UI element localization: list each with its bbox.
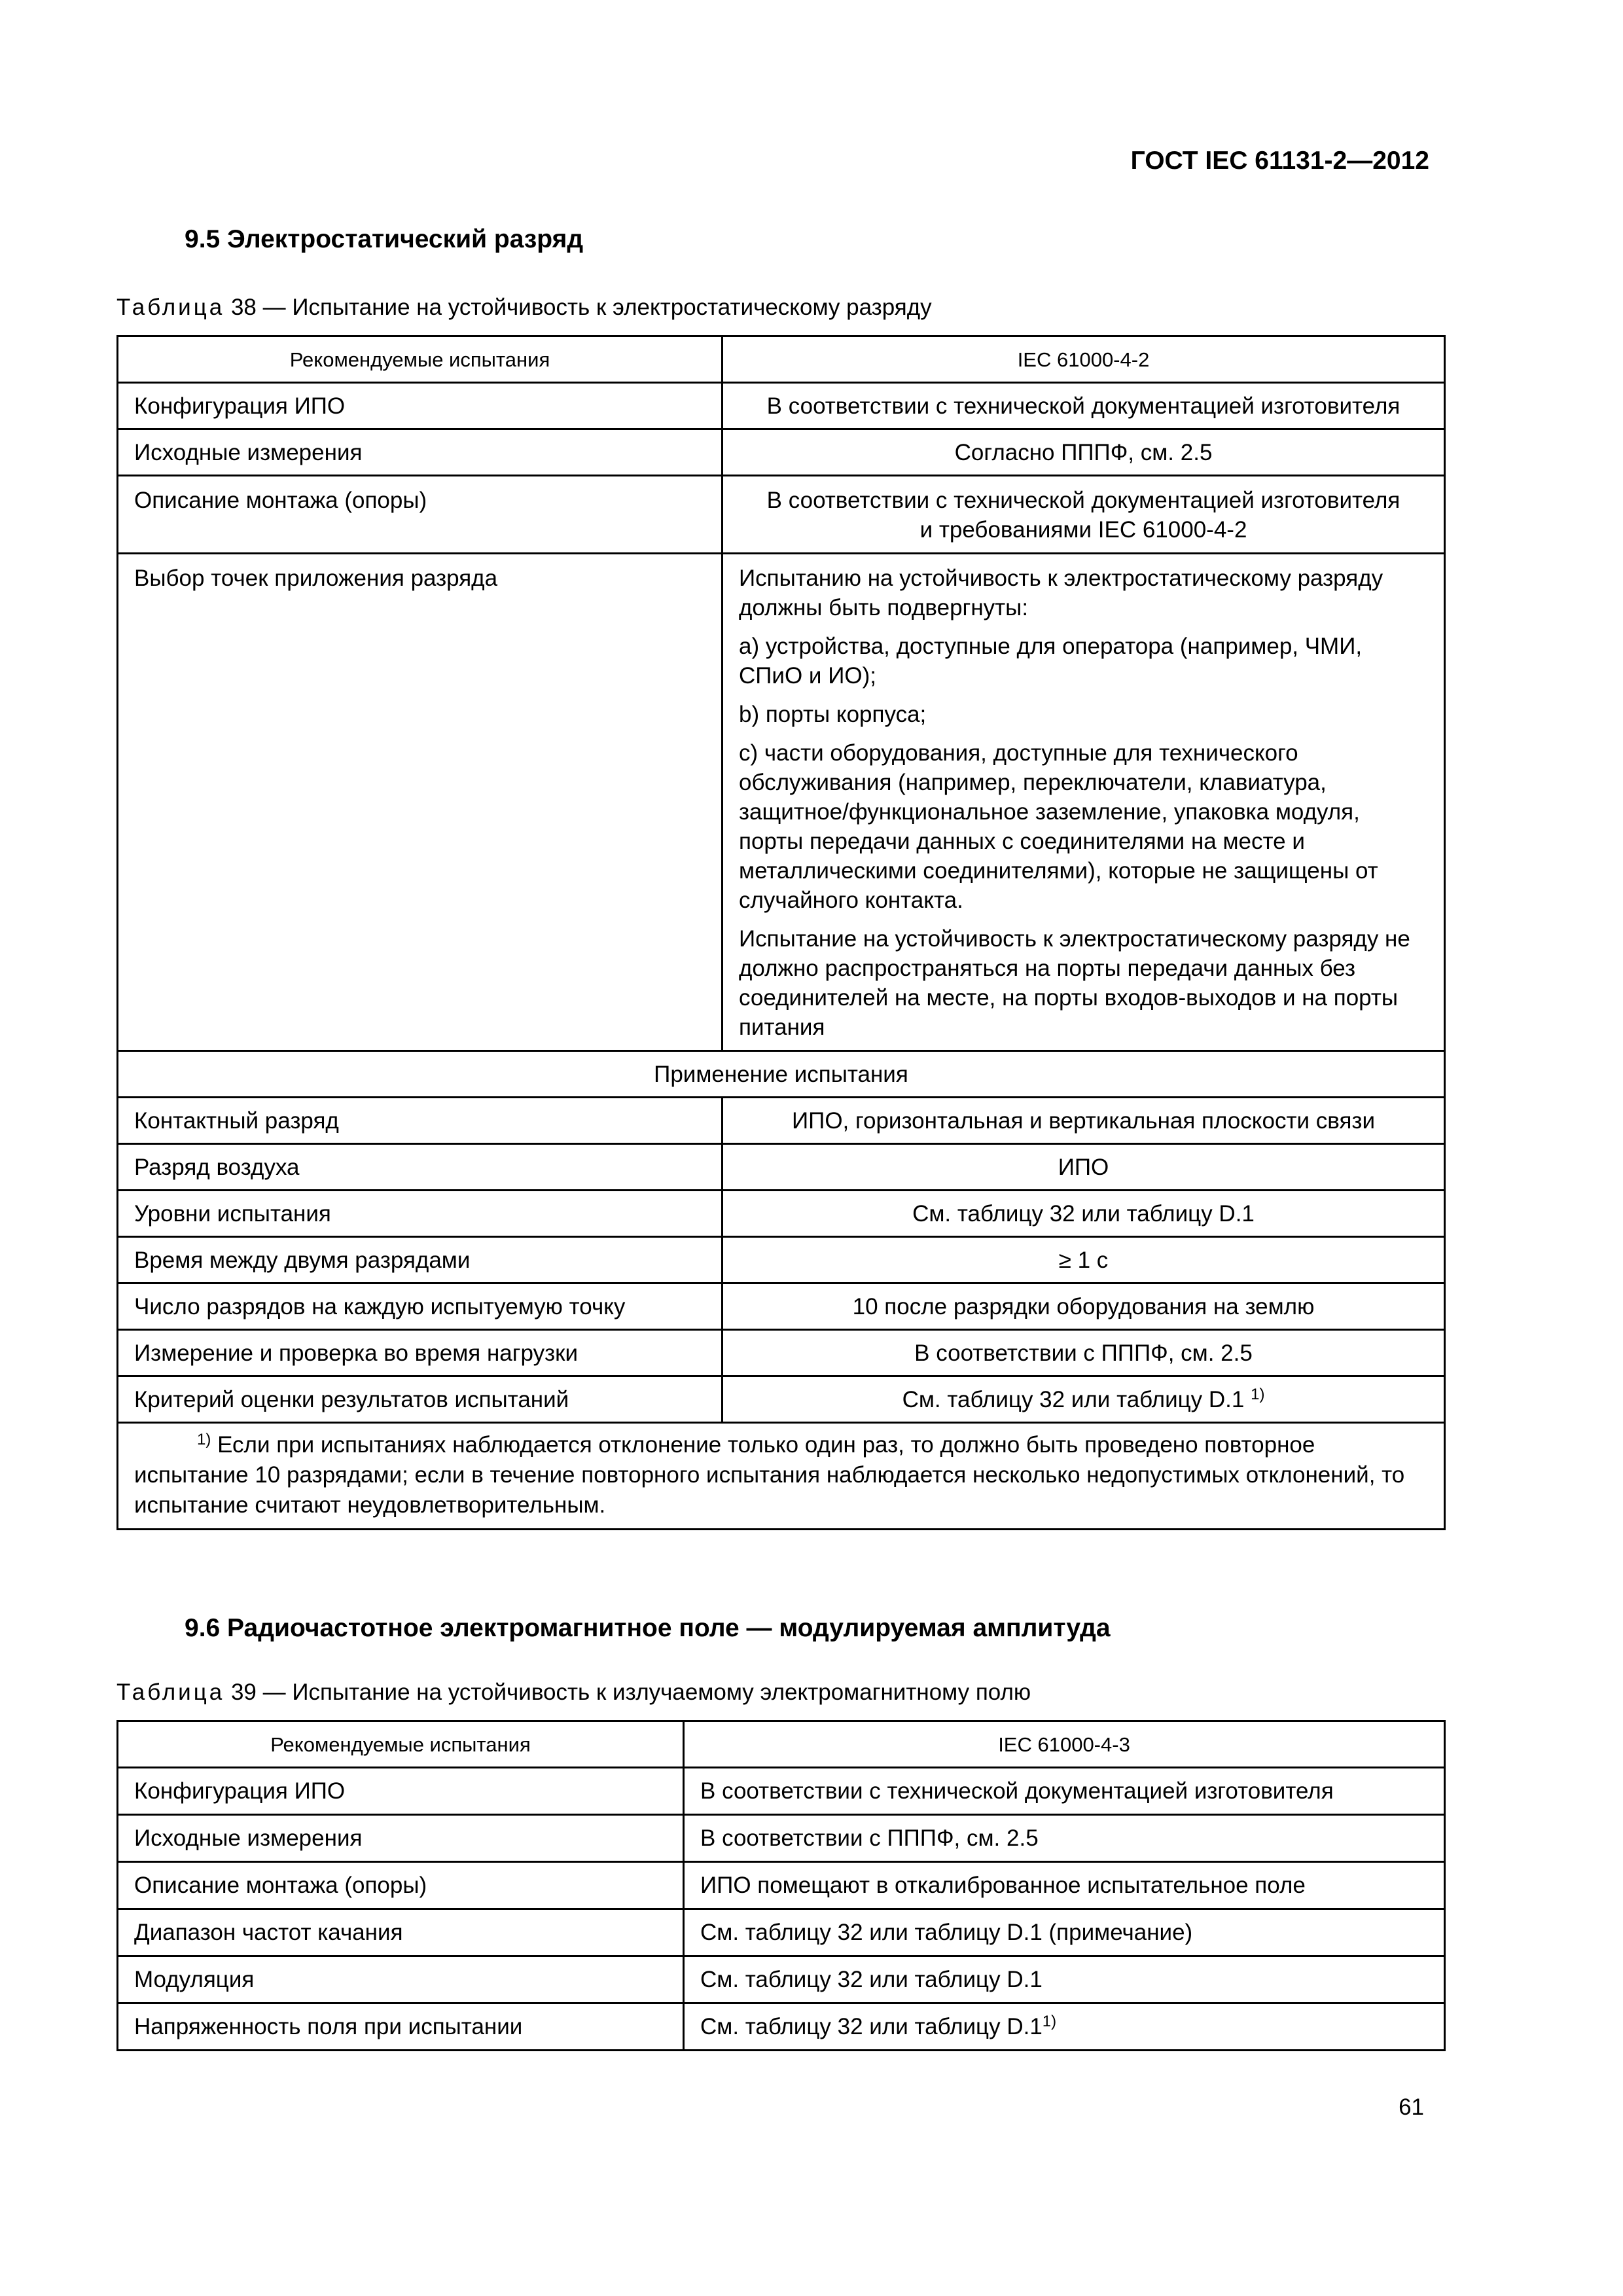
row-value: В соответствии с технической документацией изготовителя xyxy=(722,383,1445,429)
row-label: Описание монтажа (опоры) xyxy=(118,476,722,554)
footnote-text: Если при испытаниях наблюдается отклонение только один раз, то должно быть проведено повторное испытание 10 разрядами; если в течение повторного испытания наблюдается несколько недопустимых отклонений, то испытание считают неудовлетворительным. xyxy=(134,1432,1405,1518)
page-number: 61 xyxy=(1399,2094,1424,2120)
table-row xyxy=(118,1376,1445,1423)
row-label: Разряд воздуха xyxy=(118,1144,722,1191)
footnote-ref: 1) xyxy=(1042,2013,1057,2030)
footnote xyxy=(118,1423,1445,1530)
row-label: Время между двумя разрядами xyxy=(118,1237,722,1283)
row-label: Критерий оценки результатов испытаний xyxy=(118,1376,722,1423)
application-header-row xyxy=(118,1051,1445,1098)
row-label: Контактный разряд xyxy=(118,1098,722,1144)
table-39 xyxy=(116,1720,1446,2051)
row-value: ≥ 1 с xyxy=(722,1237,1445,1283)
table-row xyxy=(118,554,1445,1051)
paragraph: b) порты корпуса; xyxy=(739,702,927,727)
row-label: Диапазон частот качания xyxy=(118,1909,684,1956)
standard-designation: ГОСТ IEC 61131-2—2012 xyxy=(1130,147,1429,175)
row-value xyxy=(684,2003,1445,2051)
table-row xyxy=(118,1330,1445,1376)
row-value-line: и требованиями IEC 61000-4-2 xyxy=(919,517,1247,543)
caption-prefix: Таблица xyxy=(116,1679,225,1705)
table-row xyxy=(118,1815,1445,1862)
row-value-line: В соответствии с технической документацией изготовителя xyxy=(766,488,1400,513)
row-label: Конфигурация ИПО xyxy=(118,383,722,429)
caption-text: 39 — Испытание на устойчивость к излучаемому электромагнитному полю xyxy=(224,1679,1031,1705)
row-value: ИПО, горизонтальная и вертикальная плоскости связи xyxy=(722,1098,1445,1144)
row-value: См. таблицу 32 или таблицу D.1 xyxy=(722,1191,1445,1237)
row-label: Выбор точек приложения разряда xyxy=(118,554,722,1051)
row-label: Уровни испытания xyxy=(118,1191,722,1237)
footnote-mark: 1) xyxy=(197,1431,211,1448)
row-value: ИПО помещают в откалиброванное испытательное поле xyxy=(684,1862,1445,1909)
section-9-6-title: 9.6 Радиочастотное электромагнитное поле — модулируемая амплитуда xyxy=(185,1614,1111,1642)
caption-text: 38 — Испытание на устойчивость к электростатическому разряду xyxy=(224,295,932,320)
table-row xyxy=(118,429,1445,476)
footnote-ref: 1) xyxy=(1251,1385,1265,1403)
row-label: Описание монтажа (опоры) xyxy=(118,1862,684,1909)
table-header-row xyxy=(118,1721,1445,1768)
table-row xyxy=(118,2003,1445,2051)
table-row xyxy=(118,1768,1445,1815)
table-row xyxy=(118,1956,1445,2003)
row-label: Исходные измерения xyxy=(118,429,722,476)
paragraph: а) устройства, доступные для оператора (например, ЧМИ, СПиО и ИО); xyxy=(739,634,1363,689)
section-9-5-title: 9.5 Электростатический разряд xyxy=(185,225,584,253)
value-text: См. таблицу 32 или таблицу D.1 xyxy=(700,2014,1043,2039)
header-cell-standard: IEC 61000-4-2 xyxy=(722,336,1445,383)
paragraph: Испытание на устойчивость к электростатическому разряду не должно распространяться на порты передачи данных без соединителей на месте, на порты входов-выходов и на порты питания xyxy=(739,926,1410,1040)
table-row xyxy=(118,1191,1445,1237)
table-row xyxy=(118,1144,1445,1191)
table-row xyxy=(118,1909,1445,1956)
table-row xyxy=(118,383,1445,429)
row-value: См. таблицу 32 или таблицу D.1 (примечание) xyxy=(684,1909,1445,1956)
caption-prefix: Таблица xyxy=(116,295,225,320)
footnote-row xyxy=(118,1423,1445,1530)
row-value xyxy=(722,1376,1445,1423)
table-row xyxy=(118,1862,1445,1909)
row-value: ИПО xyxy=(722,1144,1445,1191)
row-label: Модуляция xyxy=(118,1956,684,2003)
row-label: Число разрядов на каждую испытуемую точку xyxy=(118,1283,722,1330)
table-row xyxy=(118,1283,1445,1330)
row-label: Измерение и проверка во время нагрузки xyxy=(118,1330,722,1376)
value-text: См. таблицу 32 или таблицу D.1 xyxy=(902,1386,1245,1412)
row-value: В соответствии с ПППФ, см. 2.5 xyxy=(684,1815,1445,1862)
row-value: В соответствии с технической документацией изготовителя xyxy=(684,1768,1445,1815)
row-label: Конфигурация ИПО xyxy=(118,1768,684,1815)
table-38-caption xyxy=(116,295,932,321)
table-39-caption xyxy=(116,1679,1031,1706)
table-row xyxy=(118,1237,1445,1283)
application-header: Применение испытания xyxy=(118,1051,1445,1098)
row-value: В соответствии с ПППФ, см. 2.5 xyxy=(722,1330,1445,1376)
header-cell-tests: Рекомендуемые испытания xyxy=(118,1721,684,1768)
header-cell-tests: Рекомендуемые испытания xyxy=(118,336,722,383)
row-value: 10 после разрядки оборудования на землю xyxy=(722,1283,1445,1330)
table-header-row xyxy=(118,336,1445,383)
paragraph: с) части оборудования, доступные для технического обслуживания (например, переключатели, клавиатура, защитное/функциональное заземление, упаковка модуля, порты передачи данных с соединителями на месте и металлическими соединителями), которые не защищены от случайного контакта. xyxy=(739,740,1378,913)
row-value: См. таблицу 32 или таблицу D.1 xyxy=(684,1956,1445,2003)
row-value xyxy=(722,476,1445,554)
row-value xyxy=(722,554,1445,1051)
row-label: Исходные измерения xyxy=(118,1815,684,1862)
row-label: Напряженность поля при испытании xyxy=(118,2003,684,2051)
table-38 xyxy=(116,335,1446,1530)
header-cell-standard: IEC 61000-4-3 xyxy=(684,1721,1445,1768)
paragraph: Испытанию на устойчивость к электростатическому разряду должны быть подвергнуты: xyxy=(739,565,1383,620)
table-row xyxy=(118,476,1445,554)
row-value: Согласно ПППФ, см. 2.5 xyxy=(722,429,1445,476)
table-row xyxy=(118,1098,1445,1144)
